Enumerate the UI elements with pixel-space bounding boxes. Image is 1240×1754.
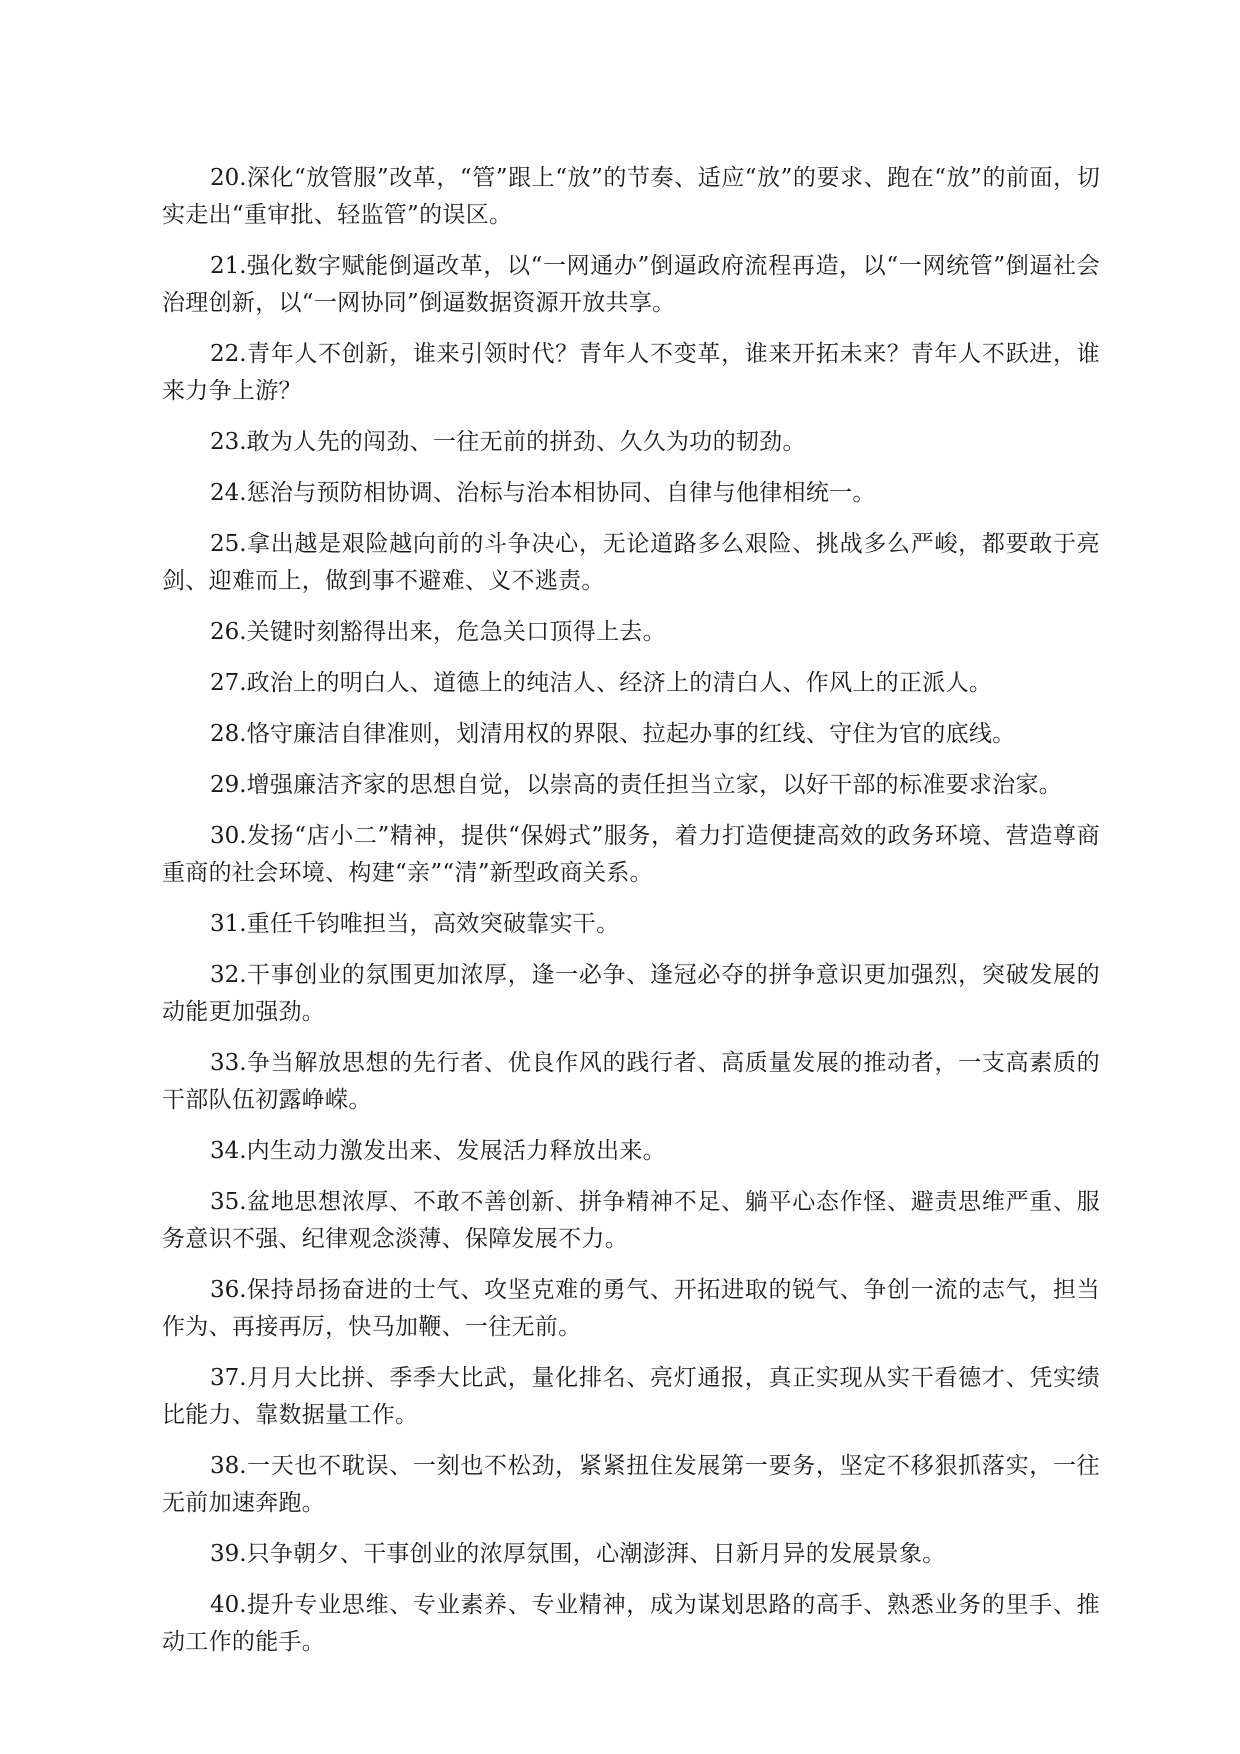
list-item xyxy=(162,1360,1100,1434)
list-item xyxy=(162,716,1100,753)
item-number: 28. xyxy=(210,721,247,747)
list-item xyxy=(162,1448,1100,1522)
item-text: 保持昂扬奋进的士气、攻坚克难的勇气、开拓进取的锐气、争创一流的志气，担当作为、再接再厉，快马加鞭、一往无前。 xyxy=(162,1277,1100,1340)
item-text: 拿出越是艰险越向前的斗争决心，无论道路多么艰险、挑战多么严峻，都要敢于亮剑、迎难而上，做到事不避难、义不逃责。 xyxy=(162,531,1100,594)
list-item xyxy=(162,526,1100,600)
item-text: 恪守廉洁自律准则，划清用权的界限、拉起办事的红线、守住为官的底线。 xyxy=(246,721,1016,747)
item-number: 35. xyxy=(210,1189,247,1215)
item-number: 40. xyxy=(210,1592,247,1618)
list-item xyxy=(162,1045,1100,1119)
list-item xyxy=(162,424,1100,461)
item-number: 30. xyxy=(210,823,247,849)
item-text: 关键时刻豁得出来，危急关口顶得上去。 xyxy=(246,619,666,645)
item-text: 强化数字赋能倒逼改革，以“一网通办”倒逼政府流程再造，以“一网统管”倒逼社会治理创新，以“一网协同”倒逼数据资源开放共享。 xyxy=(162,253,1100,316)
list-item xyxy=(162,818,1100,892)
item-number: 37. xyxy=(210,1365,247,1391)
list-item xyxy=(162,336,1100,410)
item-text: 深化“放管服”改革，“管”跟上“放”的节奏、适应“放”的要求、跑在“放”的前面，切实走出“重审批、轻监管”的误区。 xyxy=(162,165,1100,228)
item-number: 39. xyxy=(210,1541,247,1567)
document-body xyxy=(162,160,1100,1675)
list-item xyxy=(162,1184,1100,1258)
list-item xyxy=(162,665,1100,702)
item-text: 青年人不创新，谁来引领时代？青年人不变革，谁来开拓未来？青年人不跃进，谁来力争上游？ xyxy=(162,341,1100,404)
item-text: 只争朝夕、干事创业的浓厚氛围，心潮澎湃、日新月异的发展景象。 xyxy=(246,1541,946,1567)
item-number: 34. xyxy=(210,1138,247,1164)
item-number: 29. xyxy=(210,772,247,798)
list-item xyxy=(162,906,1100,943)
list-item xyxy=(162,248,1100,322)
item-text: 盆地思想浓厚、不敢不善创新、拼争精神不足、躺平心态作怪、避责思维严重、服务意识不强、纪律观念淡薄、保障发展不力。 xyxy=(162,1189,1100,1252)
item-text: 惩治与预防相协调、治标与治本相协同、自律与他律相统一。 xyxy=(246,480,876,506)
item-text: 敢为人先的闯劲、一往无前的拼劲、久久为功的韧劲。 xyxy=(246,429,806,455)
list-item xyxy=(162,160,1100,234)
item-text: 重任千钧唯担当，高效突破靠实干。 xyxy=(246,911,620,937)
item-text: 月月大比拼、季季大比武，量化排名、亮灯通报，真正实现从实干看德才、凭实绩比能力、靠数据量工作。 xyxy=(162,1365,1100,1428)
list-item xyxy=(162,957,1100,1031)
item-text: 政治上的明白人、道德上的纯洁人、经济上的清白人、作风上的正派人。 xyxy=(246,670,993,696)
item-number: 27. xyxy=(210,670,247,696)
list-item xyxy=(162,1272,1100,1346)
item-number: 31. xyxy=(210,911,247,937)
item-text: 内生动力激发出来、发展活力释放出来。 xyxy=(246,1138,666,1164)
item-number: 23. xyxy=(210,429,247,455)
list-item xyxy=(162,614,1100,651)
item-number: 38. xyxy=(210,1453,247,1479)
list-item xyxy=(162,767,1100,804)
list-item xyxy=(162,1587,1100,1661)
item-text: 增强廉洁齐家的思想自觉，以崇高的责任担当立家，以好干部的标准要求治家。 xyxy=(246,772,1063,798)
list-item xyxy=(162,1133,1100,1170)
item-text: 干事创业的氛围更加浓厚，逢一必争、逢冠必夺的拼争意识更加强烈，突破发展的动能更加强劲。 xyxy=(162,962,1100,1025)
item-number: 26. xyxy=(210,619,247,645)
item-number: 32. xyxy=(210,962,247,988)
item-number: 21. xyxy=(210,253,247,279)
item-number: 36. xyxy=(210,1277,247,1303)
item-text: 争当解放思想的先行者、优良作风的践行者、高质量发展的推动者，一支高素质的干部队伍初露峥嵘。 xyxy=(162,1050,1100,1113)
item-number: 33. xyxy=(210,1050,247,1076)
item-number: 25. xyxy=(210,531,247,557)
item-number: 22. xyxy=(210,341,247,367)
list-item xyxy=(162,1536,1100,1573)
item-number: 20. xyxy=(210,165,247,191)
item-text: 提升专业思维、专业素养、专业精神，成为谋划思路的高手、熟悉业务的里手、推动工作的能手。 xyxy=(162,1592,1100,1655)
item-text: 一天也不耽误、一刻也不松劲，紧紧扭住发展第一要务，坚定不移狠抓落实，一往无前加速奔跑。 xyxy=(162,1453,1100,1516)
list-item xyxy=(162,475,1100,512)
item-number: 24. xyxy=(210,480,247,506)
item-text: 发扬“店小二”精神，提供“保姆式”服务，着力打造便捷高效的政务环境、营造尊商重商的社会环境、构建“亲”“清”新型政商关系。 xyxy=(162,823,1100,886)
